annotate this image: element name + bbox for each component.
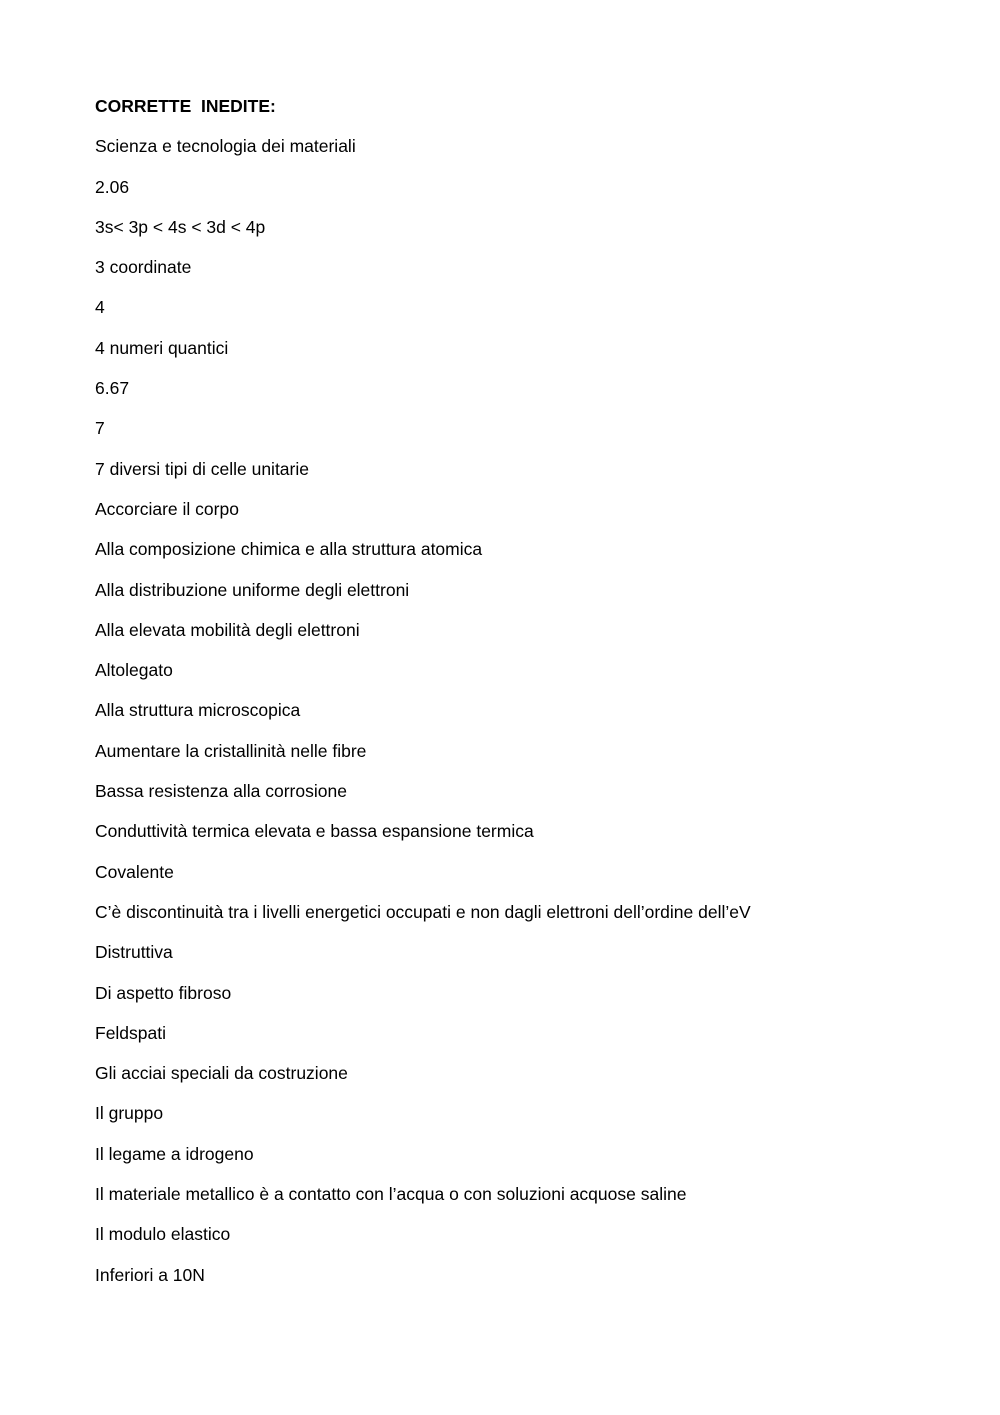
answer-line: C’è discontinuità tra i livelli energetici occupati e non dagli elettroni dell’ordine dell’eV	[95, 901, 751, 922]
answer-line: Bassa resistenza alla corrosione	[95, 781, 347, 802]
answer-line: 4	[95, 297, 105, 318]
document-page	[95, 96, 955, 1305]
document-heading: CORRETTE INEDITE:	[95, 96, 276, 116]
answer-line: Di aspetto fibroso	[95, 982, 232, 1003]
answer-line: Feldspati	[95, 1022, 167, 1043]
answer-line: Alla distribuzione uniforme degli elettroni	[95, 579, 410, 600]
answer-line: Altolegato	[95, 660, 173, 681]
answer-line: Alla struttura microscopica	[95, 700, 301, 721]
answer-line: 3s< 3p < 4s < 3d < 4p	[95, 216, 266, 237]
answer-line: 7	[95, 418, 105, 439]
answer-line: Il legame a idrogeno	[95, 1143, 254, 1164]
answer-line: Conduttività termica elevata e bassa espansione termica	[95, 821, 534, 842]
answer-line: Il modulo elastico	[95, 1224, 231, 1245]
answer-line: Covalente	[95, 861, 174, 882]
answer-line: Aumentare la cristallinità nelle fibre	[95, 740, 367, 761]
answer-line: 2.06	[95, 176, 130, 197]
answer-line: 4 numeri quantici	[95, 337, 229, 358]
answer-line: Gli acciai speciali da costruzione	[95, 1063, 348, 1084]
answer-list	[95, 136, 955, 1284]
answer-line: 6.67	[95, 378, 130, 399]
answer-line: Alla elevata mobilità degli elettroni	[95, 619, 360, 640]
answer-line: Scienza e tecnologia dei materiali	[95, 136, 356, 157]
answer-line: Il gruppo	[95, 1103, 164, 1124]
answer-line: 7 diversi tipi di celle unitarie	[95, 458, 309, 479]
answer-line: Alla composizione chimica e alla struttura atomica	[95, 539, 483, 560]
answer-line: Inferiori a 10N	[95, 1264, 205, 1285]
answer-line: Il materiale metallico è a contatto con l’acqua o con soluzioni acquose saline	[95, 1184, 687, 1205]
answer-line: 3 coordinate	[95, 257, 192, 278]
answer-line: Distruttiva	[95, 942, 173, 963]
answer-line: Accorciare il corpo	[95, 498, 239, 519]
